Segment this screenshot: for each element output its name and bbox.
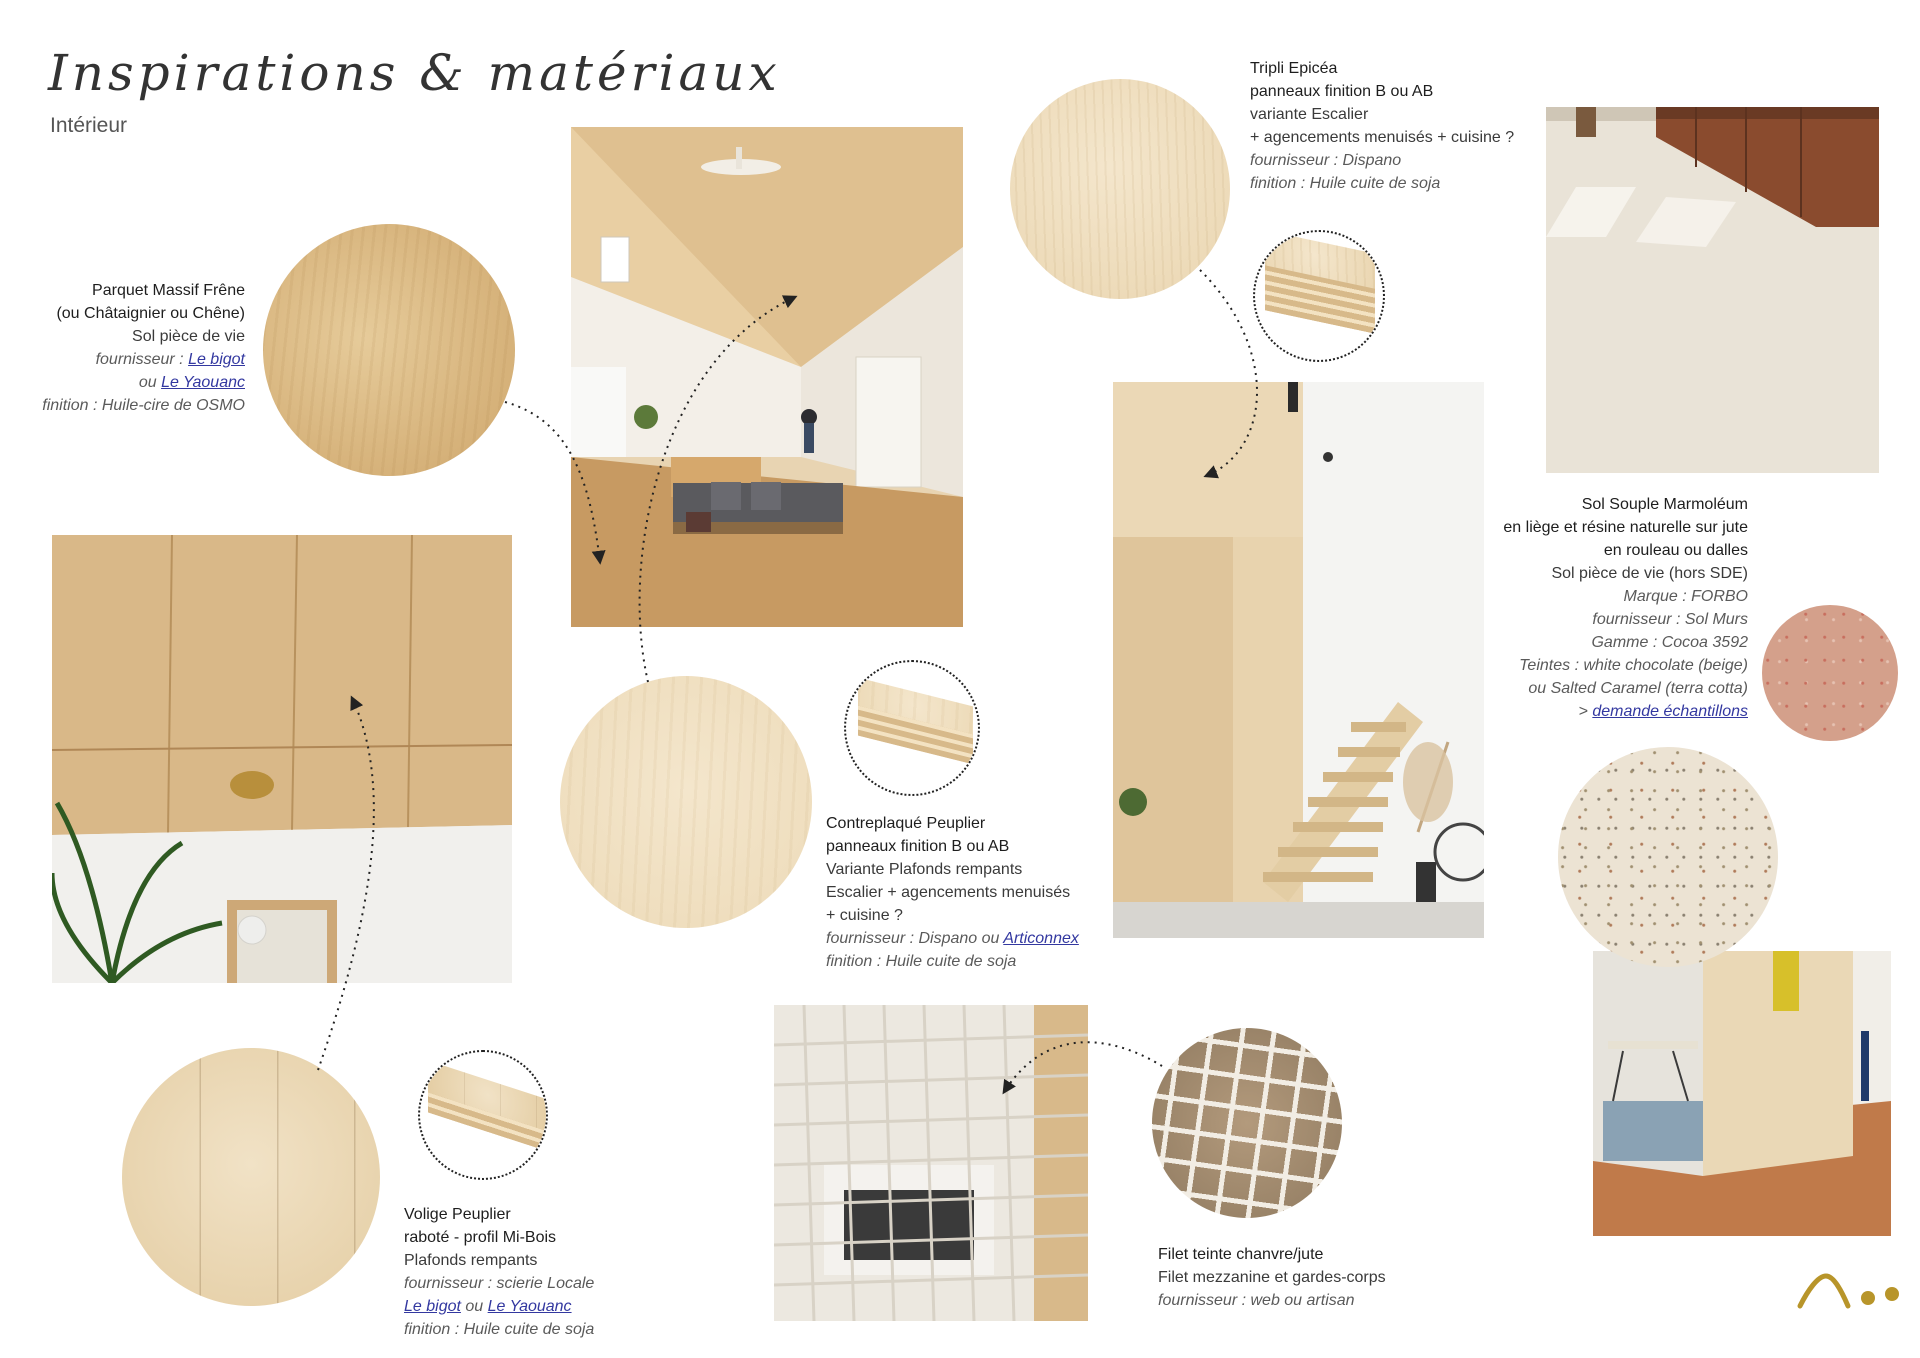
link-le-bigot-volige[interactable]: Le bigot bbox=[404, 1298, 461, 1315]
note-contreplaque-panels: panneaux finition B ou AB bbox=[826, 838, 1010, 855]
note-marmoleum-composition: en liège et résine naturelle sur jute bbox=[1503, 519, 1748, 536]
supplier-or: ou bbox=[460, 1298, 488, 1315]
link-le-bigot[interactable]: Le bigot bbox=[188, 351, 245, 368]
note-filet-supplier: fournisseur : web ou artisan bbox=[1158, 1292, 1355, 1309]
note-volige-supplier: fournisseur : scierie Locale bbox=[404, 1275, 595, 1292]
note-marmoleum-range: Gamme : Cocoa 3592 bbox=[1591, 634, 1748, 651]
note-marmoleum-brand: Marque : FORBO bbox=[1623, 588, 1748, 605]
note-filet bbox=[1158, 1243, 1386, 1312]
note-filet-title: Filet teinte chanvre/jute bbox=[1158, 1246, 1324, 1263]
note-contreplaque bbox=[826, 812, 1079, 973]
note-contreplaque-supplier bbox=[826, 927, 1079, 950]
note-tripli-uses: + agencements menuisés + cuisine ? bbox=[1250, 129, 1515, 146]
note-tripli-supplier: fournisseur : Dispano bbox=[1250, 152, 1402, 169]
note-contreplaque-uses: Escalier + agencements menuisés bbox=[826, 884, 1071, 901]
note-contreplaque-kitchen: + cuisine ? bbox=[826, 907, 903, 924]
note-contreplaque-finish: finition : Huile cuite de soja bbox=[826, 953, 1017, 970]
note-parquet-alt: (ou Châtaignier ou Chêne) bbox=[56, 305, 245, 322]
note-marmoleum-format: en rouleau ou dalles bbox=[1603, 542, 1748, 559]
page-title: Inspirations & matériaux bbox=[48, 44, 781, 102]
supplier-or: ou bbox=[138, 374, 162, 391]
note-volige-supplier-alt bbox=[404, 1295, 594, 1318]
note-parquet-supplier-alt bbox=[42, 371, 245, 394]
note-marmoleum-use: Sol pièce de vie (hors SDE) bbox=[1551, 565, 1748, 582]
note-volige-profile: raboté - profil Mi-Bois bbox=[404, 1229, 557, 1246]
sample-prefix: > bbox=[1578, 703, 1593, 720]
note-volige-finish: finition : Huile cuite de soja bbox=[404, 1321, 595, 1338]
note-contreplaque-title: Contreplaqué Peuplier bbox=[826, 815, 986, 832]
note-tripli-variant: variante Escalier bbox=[1250, 106, 1369, 123]
note-tripli-finish: finition : Huile cuite de soja bbox=[1250, 175, 1441, 192]
note-tripli-panels: panneaux finition B ou AB bbox=[1250, 83, 1434, 100]
link-articonnex[interactable]: Articonnex bbox=[1003, 930, 1079, 947]
link-demande-echantillons[interactable]: demande échantillons bbox=[1592, 703, 1748, 720]
link-le-yaouanc-volige[interactable]: Le Yaouanc bbox=[487, 1298, 572, 1315]
note-marmoleum bbox=[1503, 493, 1748, 723]
arrow-peuplier-to-ceiling bbox=[640, 297, 795, 682]
note-parquet-finish: finition : Huile-cire de OSMO bbox=[42, 397, 245, 414]
page-subtitle: Intérieur bbox=[50, 114, 128, 137]
note-parquet-use: Sol pièce de vie bbox=[132, 328, 245, 345]
note-marmoleum-title: Sol Souple Marmoléum bbox=[1581, 496, 1748, 513]
note-marmoleum-supplier: fournisseur : Sol Murs bbox=[1592, 611, 1748, 628]
note-parquet-title: Parquet Massif Frêne bbox=[92, 282, 245, 299]
brand-logo-icon bbox=[1796, 1262, 1906, 1312]
note-tripli-title: Tripli Epicéa bbox=[1250, 60, 1338, 77]
arrow-tripli-to-stairs bbox=[1200, 270, 1257, 476]
note-filet-use: Filet mezzanine et gardes-corps bbox=[1158, 1269, 1386, 1286]
note-parquet bbox=[42, 279, 245, 417]
note-parquet-supplier bbox=[42, 348, 245, 371]
arrow-volige-to-boards bbox=[318, 698, 374, 1070]
link-le-yaouanc[interactable]: Le Yaouanc bbox=[161, 374, 245, 391]
supplier-prefix: fournisseur : Dispano ou bbox=[826, 930, 1004, 947]
note-contreplaque-variant: Variante Plafonds rempants bbox=[826, 861, 1023, 878]
note-marmoleum-tint-2: ou Salted Caramel (terra cotta) bbox=[1528, 680, 1748, 697]
note-volige-title: Volige Peuplier bbox=[404, 1206, 511, 1223]
arrow-parquet-to-floor bbox=[505, 402, 600, 562]
note-volige-use: Plafonds rempants bbox=[404, 1252, 538, 1269]
note-tripli bbox=[1250, 57, 1514, 195]
arrow-filet-to-net bbox=[1004, 1042, 1162, 1092]
supplier-prefix: fournisseur : bbox=[95, 351, 189, 368]
note-marmoleum-tint-1: Teintes : white chocolate (beige) bbox=[1519, 657, 1748, 674]
note-marmoleum-samples bbox=[1503, 700, 1748, 723]
note-volige bbox=[404, 1203, 594, 1341]
